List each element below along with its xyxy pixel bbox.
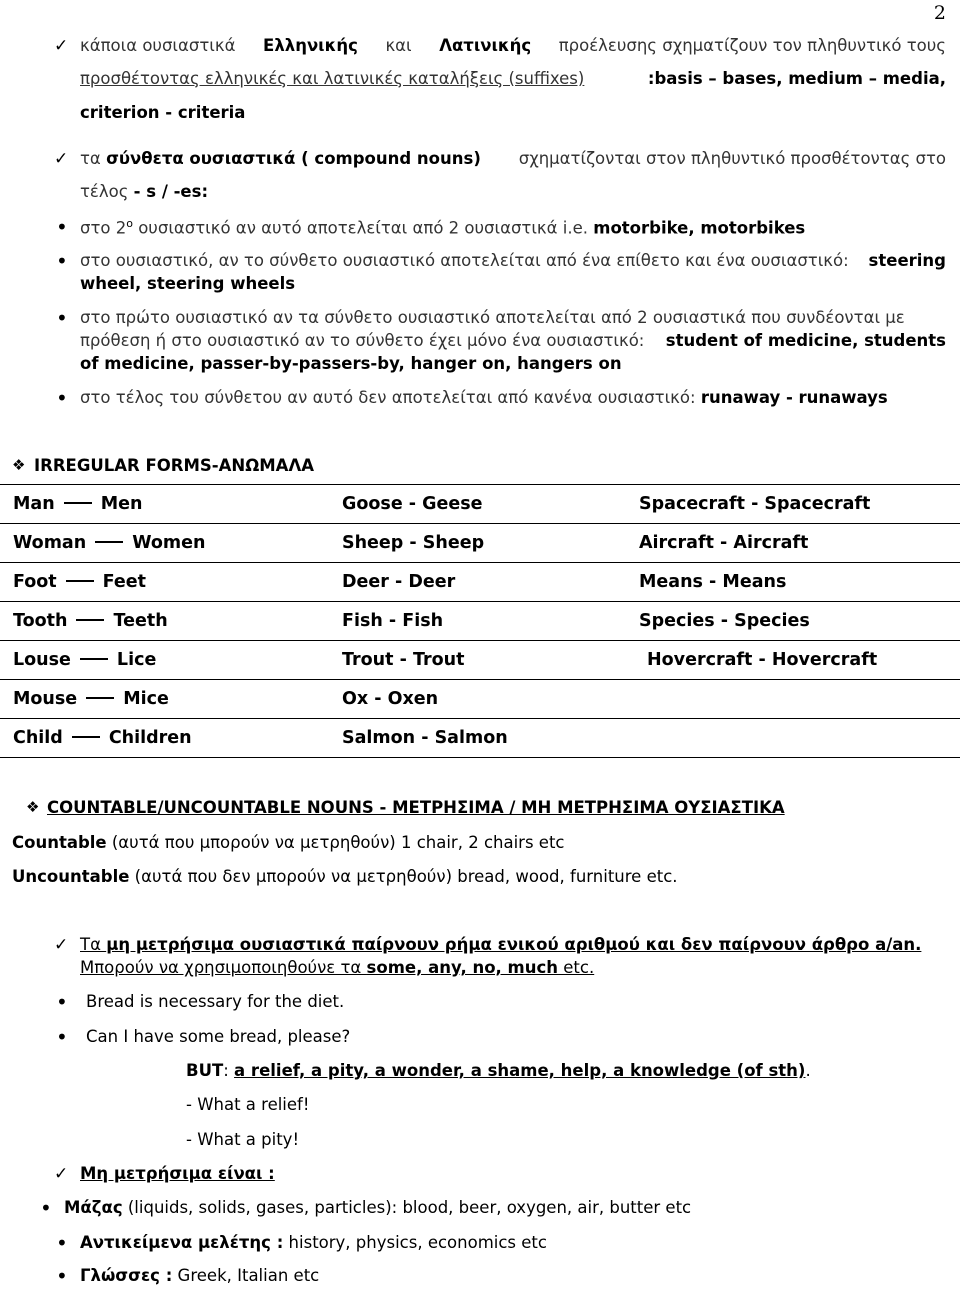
dash-line [95,541,123,543]
diamond-bullet-icon: ❖ [12,456,26,474]
text: μη μετρήσιμα ουσιαστικά παίρνουν ρήμα ενικού αριθμού και δεν παίρνουν άρθρο a/an. [106,935,922,954]
checkmark-icon: ✓ [54,935,69,955]
dash-line [86,697,114,699]
text: Μάζας [64,1198,123,1217]
table-cell [639,641,960,680]
table-cell [342,602,639,641]
irregular-pair: Means - Means [639,572,787,592]
table-cell [342,719,639,758]
table-cell [342,641,639,680]
bullet-icon: • [56,386,68,410]
bullet-icon: • [56,1264,68,1288]
table-cell [342,563,639,602]
table-cell [639,602,960,641]
bullet-icon: • [56,215,68,239]
table-cell [639,719,960,758]
bullet-icon: • [56,306,68,330]
table-cell [639,485,960,524]
table-cell [0,680,342,719]
dash-line [66,580,94,582]
table-row [0,524,960,563]
text: BUT [186,1061,224,1080]
text: some, any, no, much [366,958,559,977]
text: Τα [80,935,107,954]
text: Countable [12,833,107,852]
text: - What a relief! [186,1095,310,1114]
singular-form: Louse [13,650,71,670]
singular-form: Mouse [13,689,78,709]
text: στο πρώτο ουσιαστικό αν τα σύνθετο ουσιαστικό αποτελείται από 2 ουσιαστικά που συνδέονται με [80,308,905,327]
irregular-pair: Species - Species [639,611,810,631]
singular-form: Tooth [13,611,68,631]
text: (αυτά που δεν μπορούν να μετρηθούν) bread, wood, furniture etc. [129,867,678,886]
table-cell [0,602,342,641]
table-cell [0,524,342,563]
text: Αντικείμενα μελέτης : [80,1233,284,1252]
table-cell [0,563,342,602]
checkmark-icon: ✓ [54,36,69,56]
text: ο [126,217,133,230]
table-row [0,641,960,680]
irregular-pair: Spacecraft - Spacecraft [639,494,871,514]
text: Bread is necessary for the diet. [86,992,345,1011]
plural-form: Children [108,728,192,748]
irregular-pair: Aircraft - Aircraft [639,533,809,553]
diamond-bullet-icon: ❖ [26,798,40,816]
text: σχηματίζονται στον πληθυντικό προσθέτοντας στο [518,149,946,168]
table-cell [342,680,639,719]
page-number: 2 [933,2,946,24]
text: και [385,36,412,55]
text: στο 2 [80,218,127,238]
text: Greek, Italian etc [172,1266,320,1285]
plural-form: Teeth [113,611,168,631]
plural-form: Feet [102,572,147,592]
irregular-pair: Deer - Deer [342,572,456,592]
text: a relief, a pity, a wonder, a shame, help, a knowledge (of sth) [234,1061,806,1080]
table-cell [0,719,342,758]
table-cell [639,680,960,719]
checkmark-icon: ✓ [54,1164,69,1184]
text: - s / -es: [133,182,209,201]
text: . [805,1061,811,1080]
text: wheel, steering wheels [80,274,296,293]
plural-form: Men [100,494,143,514]
text: (αυτά που μπορούν να μετρηθούν) 1 chair, 2 chairs etc [106,833,565,852]
text: (liquids, solids, gases, particles): blood, beer, oxygen, air, butter etc [122,1198,692,1217]
text: of medicine, passer-by-passers-by, hanger on, hangers on [80,354,622,373]
text: steering [868,251,946,270]
text: σύνθετα ουσιαστικά ( compound nouns) [106,149,481,168]
text: motorbike, motorbikes [593,218,806,238]
irregular-pair: Fish - Fish [342,611,444,631]
table-row [0,602,960,641]
table-row [0,563,960,602]
plural-form: Lice [116,650,157,670]
table-row [0,680,960,719]
bullet-icon: • [56,1231,68,1255]
plural-form: Women [132,533,206,553]
irregular-pair: Sheep - Sheep [342,533,485,553]
bullet-icon: • [56,990,68,1014]
text: Λατινικής [439,36,532,55]
irregular-pair: Ox - Oxen [342,689,439,709]
irregular-pair: Salmon - Salmon [342,728,508,748]
text: criterion - criteria [80,103,246,122]
plural-form: Mice [123,689,169,709]
text: πρόθεση ή στο ουσιαστικό αν το σύνθετο έχει μόνο ένα ουσιαστικό: [80,331,645,350]
text: ουσιαστικό αν αυτό αποτελείται από 2 ουσιαστικά i.e. [132,218,594,238]
text: COUNTABLE/UNCOUNTABLE NOUNS - ΜΕΤΡΗΣΙΜΑ / ΜΗ ΜΕΤΡΗΣΙΜΑ ΟΥΣΙΑΣΤΙΚΑ [47,798,785,817]
bullet-icon: • [56,1025,68,1049]
text: τα [80,149,101,168]
text: στο τέλος του σύνθετου αν αυτό δεν αποτελείται από κανένα ουσιαστικό: [80,388,701,407]
text: runaway - runaways [700,388,888,407]
text: - What a pity! [186,1130,300,1149]
text: history, physics, economics etc [283,1233,547,1252]
table-cell [639,563,960,602]
dash-line [72,736,100,738]
text: Ελληνικής [263,36,358,55]
table-cell [342,524,639,563]
irregular-forms-table [0,484,960,758]
table-cell [0,485,342,524]
irregular-pair: Trout - Trout [342,650,465,670]
table-row [0,719,960,758]
table-row [0,485,960,524]
text: :basis – bases, medium – media, [647,69,946,88]
text: στο ουσιαστικό, αν το σύνθετο ουσιαστικό αποτελείται από ένα επίθετο και ένα ουσιαστικό: [80,251,849,270]
dash-line [76,619,104,621]
text: : [223,1061,235,1080]
bullet-icon: • [40,1196,52,1220]
text: Uncountable [12,867,130,886]
text: Μπορούν να χρησιμοποιηθούνε τα [80,958,367,977]
text: Μη μετρήσιμα είναι : [80,1164,275,1183]
singular-form: Child [13,728,63,748]
text: student of medicine, students [665,331,946,350]
bullet-icon: • [56,249,68,273]
singular-form: Woman [13,533,87,553]
checkmark-icon: ✓ [54,149,69,169]
table-cell [342,485,639,524]
dash-line [80,658,108,660]
dash-line [64,502,92,504]
text: προέλευσης σχηματίζουν τον πληθυντικό τους [558,36,946,55]
singular-form: Man [13,494,55,514]
text: IRREGULAR FORMS-ΑΝΩΜΑΛΑ [34,456,314,475]
text: προσθέτοντας ελληνικές και λατινικές καταλήξεις (suffixes) [80,69,585,88]
table-cell [639,524,960,563]
irregular-pair: Goose - Geese [342,494,483,514]
irregular-pair: Hovercraft - Hovercraft [647,650,878,670]
text: κάποια ουσιαστικά [80,36,236,55]
text: Γλώσσες : [80,1266,173,1285]
text: etc. [558,958,595,977]
text: τέλος [80,182,129,201]
singular-form: Foot [13,572,57,592]
table-cell [0,641,342,680]
text: Can I have some bread, please? [86,1027,351,1046]
